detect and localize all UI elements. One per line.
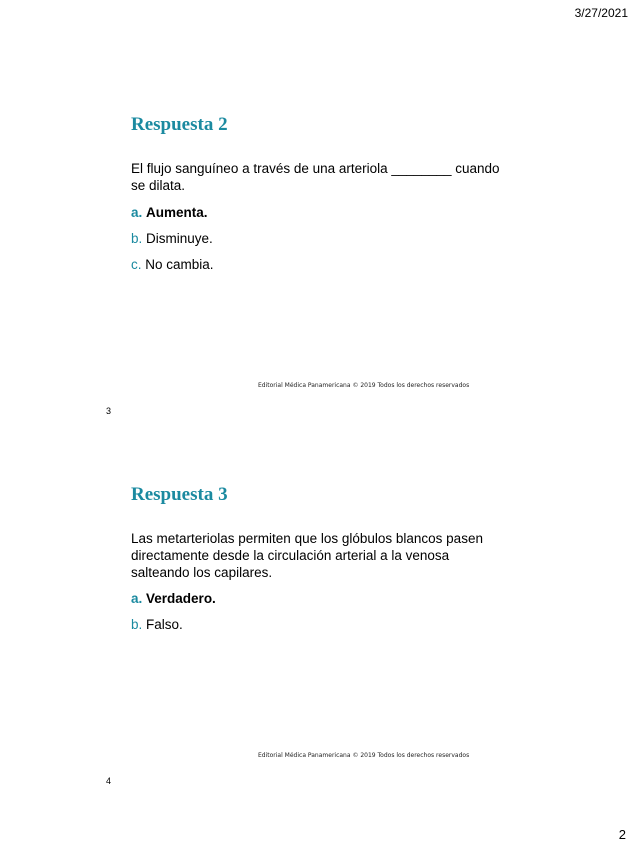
option-c — [131, 256, 214, 282]
slide-title: Respuesta 3 — [131, 484, 228, 505]
copyright-footer: Editorial Médica Panamericana © 2019 Todos los derechos reservados — [258, 752, 470, 759]
copyright-footer: Editorial Médica Panamericana © 2019 Todos los derechos reservados — [258, 382, 470, 389]
option-a — [131, 590, 216, 616]
option-b — [131, 230, 214, 256]
option-text: Aumenta. — [146, 205, 208, 220]
option-letter: b. — [131, 617, 143, 632]
print-date: 3/27/2021 — [574, 6, 628, 20]
question-text: Las metarteriolas permiten que los glóbulos blancos pasen directamente desde la circulación arterial a la venosa salteando los capilares. — [131, 531, 483, 580]
slide-number: 4 — [106, 776, 112, 786]
option-text: Verdadero. — [146, 591, 216, 606]
answer-options — [131, 204, 214, 282]
option-letter: a. — [131, 591, 143, 606]
option-letter: c. — [131, 257, 142, 272]
option-a — [131, 204, 214, 230]
answer-options — [131, 590, 216, 642]
option-text: Falso. — [146, 617, 183, 632]
option-text: Disminuye. — [146, 231, 213, 246]
option-b — [131, 616, 216, 642]
option-letter: a. — [131, 205, 143, 220]
option-text: No cambia. — [145, 257, 214, 272]
slide-number: 3 — [106, 406, 112, 416]
slide-title: Respuesta 2 — [131, 114, 228, 135]
slide-respuesta-3 — [0, 410, 636, 786]
slide-respuesta-2 — [0, 40, 636, 416]
page-number: 2 — [618, 827, 626, 842]
option-letter: b. — [131, 231, 143, 246]
question-text: El flujo sanguíneo a través de una arteriola ________ cuando se dilata. — [131, 161, 500, 193]
